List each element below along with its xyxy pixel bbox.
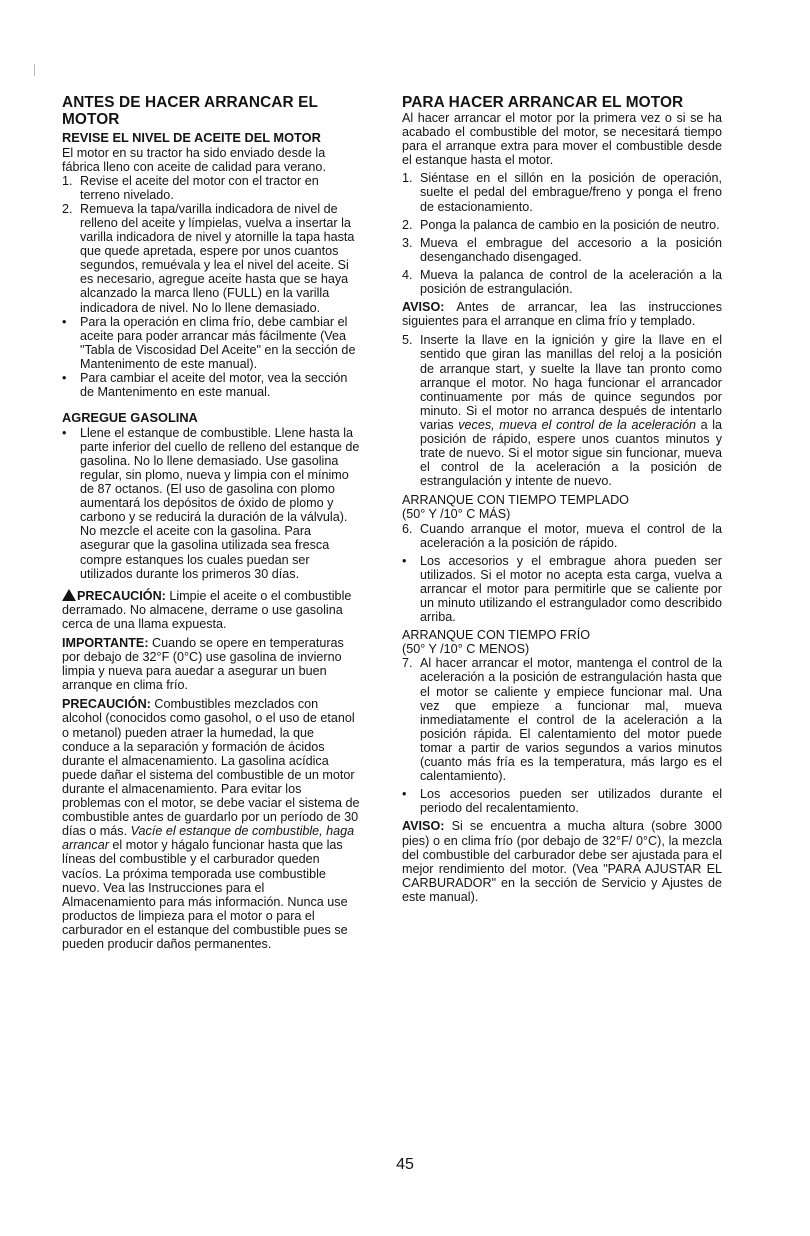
list-item: • Los accesorios y el embrague ahora pueden ser utilizados. Si el motor no acepta esta carga, vuelva a arrancar el motor para permitirle que se caliente por un minuto utilizando el estrangulador como describido arriba. xyxy=(402,553,722,625)
notice-altitude: AVISO: Si se encuentra a mucha altura (sobre 3000 pies) o en clima frío (por debajo de 32°F/ 0°C), la mezcla del combustible del carburador debe ser ajustada para el mejor rendimiento del motor. (Vea "PARA AJUSTAR EL CARBURADOR" en la sección de Servicio y Ajustes de este manual). xyxy=(402,819,722,904)
cold-temperature-range: (50° Y /10° C MENOS) xyxy=(402,642,530,657)
list-item: 1. Revise el aceite del motor con el tractor en terreno nivelado. xyxy=(62,173,319,202)
caution-spill: PRECAUCIÓN: Limpie el aceite o el combustible derramado. No almacene, derrame o use gasolina cerca de una llama expuesta. xyxy=(62,588,352,631)
list-item: • Para la operación en clima frío, debe cambiar el aceite para poder arrancar más fácilmente (Vea "Tabla de Viscosidad Del Aceite" en la sección de Mantenimento de este manual). xyxy=(62,314,356,371)
left-column xyxy=(62,94,360,951)
cold-steps xyxy=(402,656,722,815)
list-item: 4. Mueva la palanca de control de la aceleración a la posición de estrangulación. xyxy=(402,267,722,297)
scan-mark xyxy=(34,64,35,76)
notice-read-instructions: AVISO: Antes de arrancar, lea las instrucciones siguientes para el arranque en clima frío y templado. xyxy=(402,300,722,329)
heading-add-fuel: AGREGUE GASOLINA xyxy=(62,410,198,426)
oil-intro: El motor en su tractor ha sido enviado desde la fábrica lleno con aceite de calidad para verano. xyxy=(62,145,326,174)
step-five xyxy=(402,333,722,488)
important-winter-fuel: IMPORTANTE: Cuando se opere en temperaturas por debajo de 32°F (0°C) use gasolina de invierno limpia y nueva para auedar a asegurar un buen arranque en clima frío. xyxy=(62,636,344,693)
start-steps xyxy=(402,171,722,296)
fuel-list xyxy=(62,426,360,581)
heading-warm-start: ARRANQUE CON TIEMPO TEMPLADO xyxy=(402,493,629,508)
list-item: 1. Siéntase en el sillón en la posición de operación, suelte el pedal del embrague/freno y ponga el freno de estacionamiento. xyxy=(402,171,722,214)
oil-steps xyxy=(62,174,360,400)
section-title-before-starting: ANTES DE HACER ARRANCAR EL MOTOR xyxy=(62,94,318,128)
page-number: 45 xyxy=(396,1156,414,1173)
warning-triangle-icon xyxy=(62,589,76,601)
list-item: • Llene el estanque de combustible. Llene hasta la parte inferior del cuello de relleno del estanque de gasolina. No lo llene demasiado. Use gasolina regular, sin plomo, nueva y limpia con el mínimo de 87 octanos. (El uso de gasolina con plomo aumentará los depósitos de óxido de plomo y carbono y se reducirá la duración de la válvula). No mezcle el aceite con la gasolina. Para asegurar que la gasolina utilizada sea fresca compre estanques los cuales puedan ser utilizados durante los primeros 30 días. xyxy=(62,425,360,581)
list-item: 6. Cuando arranque el motor, mueva el control de la aceleración a la posición de rápido. xyxy=(402,521,722,550)
list-item: 3. Mueva el embrague del accesorio a la posición desenganchado disengaged. xyxy=(402,235,722,264)
right-column xyxy=(402,94,722,904)
list-item: 2. Ponga la palanca de cambio en la posición de neutro. xyxy=(402,217,720,232)
list-item: 2. Remueva la tapa/varilla indicadora de nivel de relleno del aceite y límpielas, vuelva a insertar la varilla indicadora de nivel y atornille la tapa hasta que quede apretada, espere por unos cuantos segundos, remuévala y lea el nivel del aceite. Si es necesario, agregue aceite hasta que se haya alcanzado la marca lleno (FULL) en la varilla indicadora de nivel. No lo llene demasiado. xyxy=(62,201,355,315)
start-intro: Al hacer arrancar el motor por la primera vez o si se ha acabado el combustible del motor, se necesitará tiempo para el arranque extra para mover el combustible desde el estanque hasta el motor. xyxy=(402,111,722,168)
heading-check-oil: REVISE EL NIVEL DE ACEITE DEL MOTOR xyxy=(62,130,321,145)
warm-steps xyxy=(402,522,722,625)
list-item: 7. Al hacer arrancar el motor, mantenga el control de la aceleración a la posición de estrangulación hasta que el motor se caliente y empiece funcionar mal. Una vez que empieze a funcionar mal, mueva inmediatamente el control de la aceleración a la posición rápida. El calentamiento del motor puede tomar a partir de varios segundos a varios minutos (cuanto más fría es la temperatura, más largo es el calentamiento). xyxy=(402,656,722,784)
heading-cold-start: ARRANQUE CON TIEMPO FRÍO xyxy=(402,628,590,643)
list-item: • Para cambiar el aceite del motor, vea la sección de Mantenimento en este manual. xyxy=(62,371,348,400)
section-title-starting-engine: PARA HACER ARRANCAR EL MOTOR xyxy=(402,94,684,111)
caution-alcohol-fuel: PRECAUCIÓN: Combustibles mezclados con alcohol (conocidos como gasohol, o el uso de etanol o metanol) pueden atraer la humedad, la que conduce a la separación y formación de ácidos durante el almacenamiento. La gasolina acídica puede dañar el sistema del combustible de un motor durante el almacenamiento. Para evitar los problemas con el motor, se debe vaciar el sistema de combustible antes de guardarlo por un período de 30 días o más. Vacíe el estanque de combustible, haga arrancar el motor y hágalo funcionar hasta que las líneas del combustible y el carburador queden vacíos. La próxima temporada use combustible nuevo. Vea las Instrucciones para el Almacenamiento para más información. Nunca use productos de limpieza para el motor o para el carburador en el estanque del combustible pues se pueden producir daños permanentes. xyxy=(62,697,360,951)
list-item: 5. Inserte la llave en la ignición y gire la llave en el sentido que giran las manillas del reloj a la posición de arranque start, y suelte la llave tan pronto como arranque el motor. No haga funcionar el arrancador continuamente por más de quince segundos por minuto. Si el motor no arranca después de intentarlo varias veces, mueva el control de la aceleración a la posición de rápido, espere unos cuantos minutos y trate de nuevo. Si el motor sigue sin funcionar, mueva el control de la aceleración a la posición de estrangulación y intente de nuevo. xyxy=(402,333,722,489)
list-item: • Los accesorios pueden ser utilizados durante el periodo del recalentamiento. xyxy=(402,787,722,816)
warm-temperature-range: (50° Y /10° C MÁS) xyxy=(402,507,511,522)
